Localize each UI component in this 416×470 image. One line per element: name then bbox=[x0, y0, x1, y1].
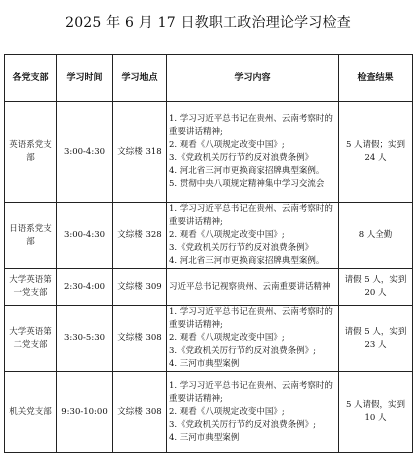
content-line: 4. 三河市典型案例 bbox=[169, 432, 240, 443]
result-cell: 5 人请假，实到 10 人 bbox=[339, 372, 413, 453]
content-line: 1. 学习习近平总书记在贵州、云南考察时的重要讲话精神; bbox=[169, 204, 333, 227]
time-cell: 2:30-4:00 bbox=[57, 269, 113, 306]
content-line: 1. 学习习近平总书记在贵州、云南考察时的重要讲话精神; bbox=[169, 307, 333, 330]
time-cell: 3:00-4:30 bbox=[57, 203, 113, 269]
header-branch: 各党支部 bbox=[5, 55, 57, 102]
content-line: 3.《党政机关厉行节约反对浪费条例》; bbox=[169, 419, 316, 430]
content-line: 1. 学习习近平总书记在贵州、云南考察时的重要讲话精神; bbox=[169, 114, 333, 137]
branch-cell: 大学英语第一党支部 bbox=[5, 269, 57, 306]
branch-cell: 机关党支部 bbox=[5, 372, 57, 453]
content-line: 4. 河北省三河市更换商家招牌典型案例。 bbox=[169, 256, 325, 266]
place-cell: 文综楼 328 bbox=[113, 203, 167, 269]
table-row bbox=[5, 306, 413, 372]
table-row bbox=[5, 203, 413, 269]
content-cell bbox=[167, 203, 339, 269]
study-check-table bbox=[4, 54, 413, 453]
content-line: 4. 三河市典型案例 bbox=[169, 359, 240, 369]
page-title: 2025 年 6 月 17 日教职工政治理论学习检查 bbox=[65, 15, 351, 31]
place-cell: 文综楼 308 bbox=[113, 306, 167, 372]
table-header-row bbox=[5, 55, 413, 102]
content-cell bbox=[167, 372, 339, 453]
header-result: 检查结果 bbox=[339, 55, 413, 102]
table-row bbox=[5, 372, 413, 453]
content-line: 2. 观看《八项规定改变中国》; bbox=[169, 406, 285, 417]
result-cell: 8 人全勤 bbox=[339, 203, 413, 269]
time-cell: 9:30-10:00 bbox=[57, 372, 113, 453]
content-line: 2. 观看《八项规定改变中国》; bbox=[169, 333, 285, 343]
content-line: 3.《党政机关厉行节约反对浪费条例》 bbox=[169, 153, 314, 163]
content-line: 3.《党政机关厉行节约反对浪费条例》; bbox=[169, 346, 316, 356]
place-cell: 文综楼 308 bbox=[113, 372, 167, 453]
content-cell bbox=[167, 306, 339, 372]
result-cell: 请假 5 人，实到 23 人 bbox=[339, 306, 413, 372]
header-place: 学习地点 bbox=[113, 55, 167, 102]
time-cell: 3:30-5:30 bbox=[57, 306, 113, 372]
branch-cell: 英语系党支部 bbox=[5, 102, 57, 203]
table-row bbox=[5, 269, 413, 306]
content-cell bbox=[167, 102, 339, 203]
place-cell: 文综楼 318 bbox=[113, 102, 167, 203]
content-line: 2. 观看《八项规定改变中国》; bbox=[169, 230, 285, 240]
content-line: 2. 观看《八项规定改变中国》; bbox=[169, 140, 285, 150]
content-cell bbox=[167, 269, 339, 306]
content-line: 5. 贯彻中央八项规定精神集中学习交流会 bbox=[169, 179, 325, 189]
content-line: 3.《党政机关厉行节约反对浪费条例》 bbox=[169, 243, 314, 253]
content-line: 1. 学习习近平总书记在贵州、云南考察时的重要讲话精神; bbox=[169, 380, 333, 404]
branch-cell: 日语系党支部 bbox=[5, 203, 57, 269]
header-content: 学习内容 bbox=[167, 55, 339, 102]
content-line: 习近平总书记视察贵州、云南重要讲话精神 bbox=[169, 281, 331, 292]
time-cell: 3:00-4:30 bbox=[57, 102, 113, 203]
header-time: 学习时间 bbox=[57, 55, 113, 102]
result-cell: 5 人请假；实到 24 人 bbox=[339, 102, 413, 203]
branch-cell: 大学英语第二党支部 bbox=[5, 306, 57, 372]
table-row bbox=[5, 102, 413, 203]
result-cell: 请假 5 人，实到 20 人 bbox=[339, 269, 413, 306]
place-cell: 文综楼 309 bbox=[113, 269, 167, 306]
content-line: 4. 河北省三河市更换商家招牌典型案例。 bbox=[169, 166, 325, 176]
